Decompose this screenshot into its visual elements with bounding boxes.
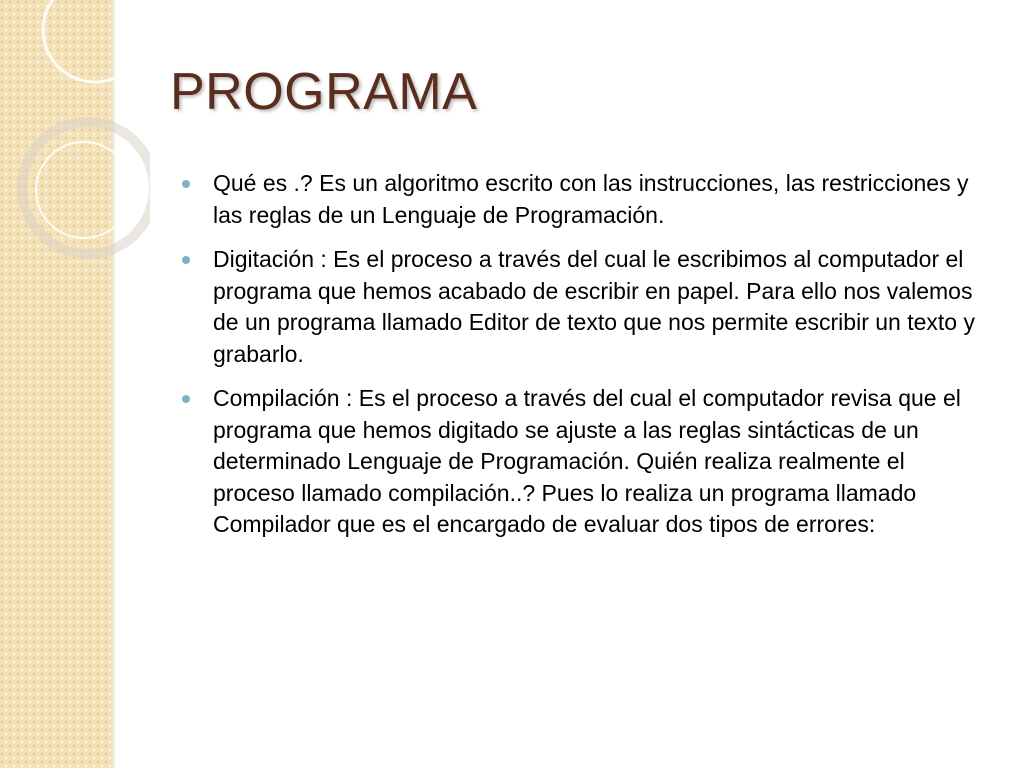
bullet-dot-icon bbox=[182, 395, 190, 403]
bullet-text: Qué es .? Es un algoritmo escrito con las instrucciones, las restricciones y las reglas de un Lenguaje de Programación. bbox=[213, 170, 969, 228]
bullet-dot-icon bbox=[182, 256, 190, 264]
bullet-item bbox=[182, 168, 992, 231]
bullet-dot-icon bbox=[182, 180, 190, 188]
bullet-text: Digitación : Es el proceso a través del cual le escribimos al computador el programa que hemos acabado de escribir en papel. Para ello nos valemos de un programa llamado Editor de texto que nos permite escribir un texto y grabarlo. bbox=[213, 246, 975, 367]
bullet-text: Compilación : Es el proceso a través del cual el computador revisa que el programa que hemos digitado se ajuste a las reglas sintácticas de un determinado Lenguaje de Programación. Quién realiza realmente el proceso llamado compilación..? Pues lo realiza un programa llamado Compilador que es el encargado de evaluar dos tipos de errores: bbox=[213, 385, 961, 537]
slide-title: PROGRAMA bbox=[170, 63, 478, 121]
bullet-item bbox=[182, 383, 992, 541]
bullet-list bbox=[182, 168, 992, 554]
bullet-item bbox=[182, 244, 992, 370]
decorative-rings-icon bbox=[0, 0, 150, 280]
